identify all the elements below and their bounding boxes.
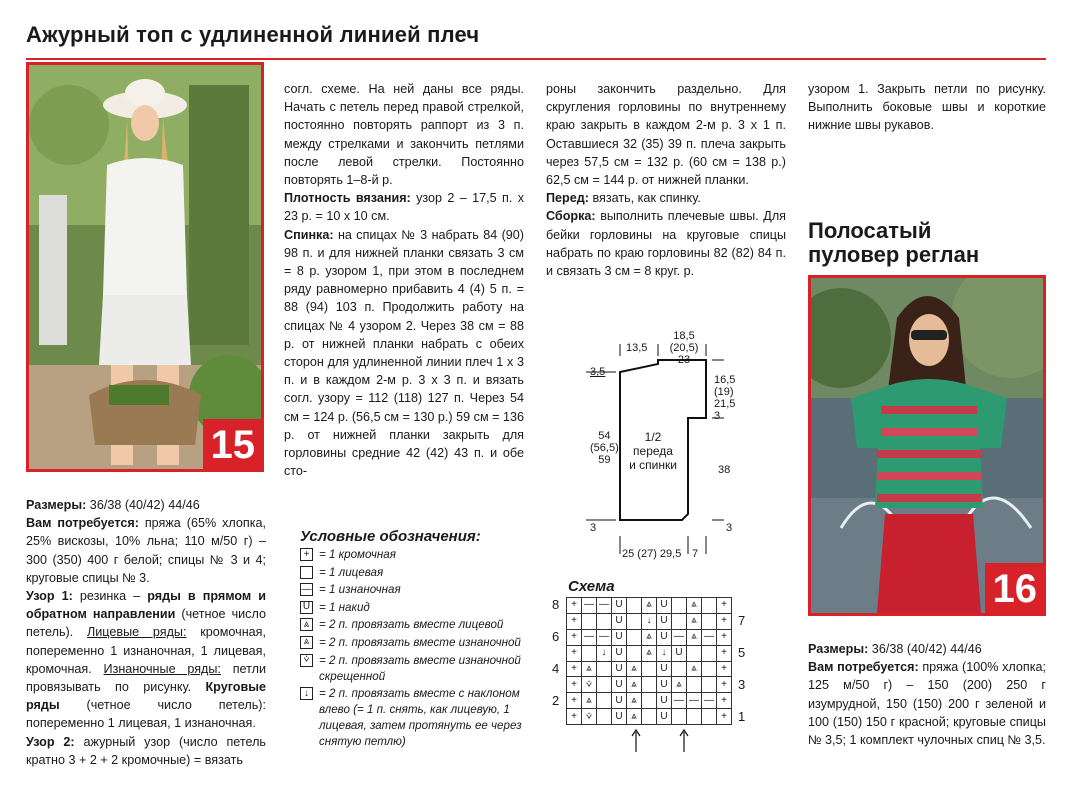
schema-cell: + bbox=[717, 693, 732, 709]
dim-left-b: (56,5) bbox=[590, 442, 619, 454]
schema-cell: + bbox=[717, 661, 732, 677]
schema-cell: U bbox=[612, 709, 627, 725]
dim-top-a: 13,5 bbox=[626, 342, 648, 354]
dim-left-c: 59 bbox=[598, 454, 611, 466]
schema-cell bbox=[627, 613, 642, 629]
schema-cell bbox=[687, 645, 702, 661]
schema-row bbox=[567, 645, 732, 661]
schema-row-number-left: 8 bbox=[552, 597, 560, 612]
schema-cell: ⩓ bbox=[687, 661, 702, 677]
schema-row-number-left bbox=[552, 645, 566, 661]
back-label: Спинка: bbox=[284, 227, 334, 242]
schema-cell bbox=[702, 613, 717, 629]
schema-cell bbox=[582, 645, 597, 661]
schema-right-rows bbox=[738, 597, 752, 725]
schema-cell: + bbox=[717, 645, 732, 661]
pattern2-text: ажурный узор (число петель кратно 3 + 2 + 2 кромочные) = вязать bbox=[26, 734, 266, 767]
col4-text: узором 1. Закрыть петли по рисунку. Выполнить боковые швы и короткие нижние швы рукавов. bbox=[808, 82, 1046, 133]
schema-cell: + bbox=[717, 598, 732, 614]
pattern1-text-h: Круговые ряды bbox=[26, 680, 266, 713]
legend-symbol-icon: U bbox=[300, 601, 313, 614]
schema-cell: U bbox=[672, 645, 687, 661]
schema-cell: U bbox=[657, 598, 672, 614]
schema-row bbox=[567, 598, 732, 614]
front-label: Перед: bbox=[546, 191, 589, 206]
schema-row bbox=[567, 613, 732, 629]
legend-text: = 2 п. провязать вместе лицевой bbox=[319, 618, 504, 632]
schema-cell bbox=[642, 677, 657, 693]
schema-row-number-right: 3 bbox=[738, 677, 746, 692]
assembly-text: выполнить плечевые швы. Для бейки горловины на круговые спицы набрать по краю горловины 82 (82) 84 п. и связать 3 см = 8 круг. р. bbox=[546, 209, 786, 279]
schema-cell: U bbox=[612, 629, 627, 645]
schema-cell: U bbox=[657, 613, 672, 629]
schema-cell bbox=[597, 709, 612, 725]
schema-cell: ⩓ bbox=[582, 661, 597, 677]
schema-cell: + bbox=[567, 677, 582, 693]
schema-cell: ⩓ bbox=[627, 661, 642, 677]
schema-row-number-left bbox=[552, 709, 566, 725]
pattern1-text-b: ряды в прямом и обратном направлении bbox=[26, 589, 266, 622]
schema-cell bbox=[642, 693, 657, 709]
pattern2-label: Узор 2: bbox=[26, 734, 75, 749]
legend-symbol-icon: ⩒ bbox=[300, 654, 313, 667]
schema-cell: — bbox=[687, 693, 702, 709]
schema-row-number-right bbox=[738, 693, 752, 709]
dim-bottom-3-left: 3 bbox=[590, 522, 597, 534]
page-title: Ажурный топ с удлиненной линией плеч bbox=[26, 22, 480, 47]
schema-cell bbox=[672, 613, 687, 629]
pattern1-text-g: петли провязывать по рисунку. bbox=[26, 661, 266, 695]
schema-row-number-left: 6 bbox=[552, 629, 560, 644]
schema-grid bbox=[566, 597, 732, 725]
legend-item bbox=[300, 582, 535, 598]
dim-center-c: и спинки bbox=[629, 458, 677, 472]
photo-badge-15: 15 bbox=[203, 419, 262, 469]
schema-cell bbox=[672, 709, 687, 725]
schema-cell: U bbox=[612, 661, 627, 677]
legend-title: Условные обозначения: bbox=[300, 528, 481, 545]
sizes-label: Размеры: bbox=[26, 498, 87, 512]
schema-row bbox=[567, 629, 732, 645]
dim-neck: 3,5 bbox=[590, 366, 606, 378]
schema-cell: ↓ bbox=[642, 613, 657, 629]
need2-label: Вам потребуется: bbox=[808, 660, 919, 675]
dim-bottom-b: 7 bbox=[692, 548, 699, 560]
schema-cell: — bbox=[672, 629, 687, 645]
column-3 bbox=[546, 80, 786, 280]
dim-top-b2: (20,5) bbox=[669, 342, 699, 354]
schema-cell: ⩓ bbox=[672, 677, 687, 693]
schema-cell: ⩓ bbox=[642, 629, 657, 645]
pattern1-text-a: резинка – bbox=[72, 589, 148, 604]
schema-row-number-left bbox=[552, 613, 566, 629]
density-text: узор 2 – 17,5 п. х 23 р. = 10 х 10 см. bbox=[284, 191, 524, 224]
schema-row bbox=[567, 709, 732, 725]
legend-items bbox=[300, 547, 535, 750]
pattern1-label: Узор 1: bbox=[26, 589, 73, 604]
schema-cell: ⩓ bbox=[642, 645, 657, 661]
dim-top-b3: 23 bbox=[677, 354, 691, 366]
section-title-2 bbox=[808, 219, 979, 267]
pattern1-text-i: (четное число петель): попеременно 1 лицевая, 1 изнаночная. bbox=[26, 698, 266, 731]
back-text: на спицах № 3 набрать 84 (90) 98 п. и для нижней планки связать 3 см = 8 р. узором 1, при этом в последнем ряду равномерно прибавить 4 (4) 5 п. = 88 (94) 103 п. Продолжить работу на спицах № 4 узором 2. Через 38 см = 88 р. от нижней планки набрать с обеих сторон для удлиненной линии плеч 1 х 3 п. и в каждом 2-м р. 3 х 3 п. и вязать согл. узору = 112 (118) 127 п. Через 54 см = 124 р. (56,5 см = 130 р.) 59 см = 136 р. от нижней планки закрыть для горловины средние 42 (42) 43 п. и обе сто- bbox=[284, 227, 524, 479]
dim-shoulder-c: 21,5 bbox=[714, 398, 736, 410]
schema-cell: — bbox=[672, 693, 687, 709]
legend-symbol-icon: ⩓ bbox=[300, 618, 313, 631]
schema-row-number-left: 2 bbox=[552, 693, 560, 708]
schema-cell bbox=[687, 709, 702, 725]
legend-item bbox=[300, 653, 535, 685]
dim-top-b bbox=[668, 330, 700, 366]
section-title-2-line1: Полосатый bbox=[808, 218, 932, 243]
schema-cell bbox=[702, 661, 717, 677]
schema-cell: U bbox=[612, 598, 627, 614]
schema-cell bbox=[702, 709, 717, 725]
col3-intro: роны закончить раздельно. Для скругления горловины по внутреннему краю закрыть в каждом 2-м р. 3 х 1 п. Оставшиеся 32 (35) 39 п. плеча закрыть через 57,5 см = 132 р. (60 см = 138 р.) 62,5 см = 144 р. от нижней планки. bbox=[546, 82, 786, 188]
schema-cell bbox=[642, 661, 657, 677]
schema-cell: ⩓ bbox=[627, 677, 642, 693]
schema-row-number-right bbox=[738, 661, 752, 677]
section-title-2-line2: пуловер реглан bbox=[808, 242, 980, 267]
legend-text: = 1 изнаночная bbox=[319, 583, 401, 597]
dim-top-b1: 18,5 bbox=[673, 330, 695, 342]
sizes-block-2 bbox=[808, 640, 1046, 749]
dim-right-38: 38 bbox=[718, 464, 731, 476]
schema-cell: ⩓ bbox=[687, 598, 702, 614]
need-label: Вам потребуется: bbox=[26, 516, 139, 531]
schema-cell: ⩓ bbox=[627, 709, 642, 725]
schema-cell bbox=[642, 709, 657, 725]
photo-illustration bbox=[29, 65, 261, 469]
schema-cell: — bbox=[597, 598, 612, 614]
pattern1-text-e: кромочная, попеременно 1 изнаночная, 1 лицевая, кромочная. bbox=[26, 625, 266, 676]
legend-text: = 2 п. провязать вместе изнаночной скрещенной bbox=[319, 653, 521, 683]
schema bbox=[552, 578, 762, 778]
schema-cell: — bbox=[702, 629, 717, 645]
schema-arrows bbox=[552, 728, 762, 756]
schema-cell bbox=[672, 661, 687, 677]
dim-center-a: 1/2 bbox=[644, 430, 662, 444]
schema-cell: U bbox=[657, 709, 672, 725]
assembly-label: Сборка: bbox=[546, 209, 596, 224]
dim-bottom-a: 25 (27) 29,5 bbox=[622, 548, 682, 560]
sizes2-label: Размеры: bbox=[808, 642, 869, 656]
schema-cell: U bbox=[657, 629, 672, 645]
schema-cell: U bbox=[612, 645, 627, 661]
schema-cell: ↓ bbox=[597, 645, 612, 661]
legend-item bbox=[300, 547, 535, 563]
dim-shoulder bbox=[714, 374, 735, 422]
legend-text: = 2 п. провязать вместе изнаночной bbox=[319, 635, 521, 649]
legend-symbol-icon: + bbox=[300, 548, 313, 561]
schema-cell bbox=[597, 613, 612, 629]
schema-row-number-left: 4 bbox=[552, 661, 560, 676]
schema-cell: U bbox=[612, 693, 627, 709]
column-4 bbox=[808, 80, 1046, 135]
schema-cell bbox=[702, 677, 717, 693]
schema-cell bbox=[627, 645, 642, 661]
legend-text: = 1 кромочная bbox=[319, 548, 396, 561]
legend-item bbox=[300, 617, 535, 633]
schema-row bbox=[567, 677, 732, 693]
schema-cell bbox=[702, 645, 717, 661]
schema-title: Схема bbox=[568, 578, 615, 595]
front-text: вязать, как спинку. bbox=[588, 191, 701, 206]
title-rule bbox=[26, 58, 1046, 60]
sizes-block bbox=[26, 496, 266, 769]
schema-cell: + bbox=[567, 598, 582, 614]
schema-cell bbox=[597, 661, 612, 677]
schema-cell bbox=[672, 598, 687, 614]
pattern1-text-d: Лицевые ряды: bbox=[87, 625, 187, 640]
schema-cell: + bbox=[567, 661, 582, 677]
need2-value: пряжа (100% хлопка; 125 м/50 г) – 150 (200) 250 г изумрудной, 150 (150) 200 г зеленой и 100 (150) 150 г красной; круговые спицы № 3,5; 1 комплект чулочных спиц № 3,5. bbox=[808, 660, 1047, 748]
schema-cell bbox=[687, 677, 702, 693]
schema-cell: ⩒ bbox=[582, 709, 597, 725]
schema-row bbox=[567, 693, 732, 709]
dim-shoulder-b: (19) bbox=[714, 386, 734, 398]
dim-center bbox=[628, 430, 678, 472]
legend-symbol-icon: ↓ bbox=[300, 687, 313, 700]
schema-cell: — bbox=[582, 598, 597, 614]
garment-diagram bbox=[580, 326, 750, 564]
schema-cell bbox=[627, 598, 642, 614]
legend-text: = 1 накид bbox=[319, 600, 370, 614]
schema-cell bbox=[582, 613, 597, 629]
legend-symbol-icon bbox=[300, 566, 313, 579]
col2-intro: согл. схеме. На ней даны все ряды. Начать с петель перед правой стрелкой, постоянно повторять раппорт из 3 п. между стрелками и закончить петлями после левой стрелки. Постоянно повторять 1–8-й р. bbox=[284, 82, 524, 188]
schema-cell bbox=[597, 693, 612, 709]
legend-symbol-icon: — bbox=[301, 583, 312, 595]
schema-cell: ⩓ bbox=[687, 613, 702, 629]
schema-cell: + bbox=[567, 645, 582, 661]
schema-cell: ⩓ bbox=[582, 693, 597, 709]
dim-shoulder-a: 16,5 bbox=[714, 374, 736, 386]
schema-cell: + bbox=[567, 629, 582, 645]
schema-cell: + bbox=[717, 677, 732, 693]
legend-text: = 2 п. провязать вместе с наклоном влево (= 1 п. снять, как лицевую, 1 лицевая, затем протянуть ее через снятую петлю) bbox=[319, 687, 522, 749]
schema-row-number-right: 5 bbox=[738, 645, 746, 660]
column-2 bbox=[284, 80, 524, 480]
schema-cell: ↓ bbox=[657, 645, 672, 661]
legend-item bbox=[300, 686, 535, 750]
pattern1-text-f: Изнаночные ряды: bbox=[103, 661, 221, 676]
schema-cell: ⩓ bbox=[627, 693, 642, 709]
photo-top-15 bbox=[26, 62, 264, 472]
sizes-value: 36/38 (40/42) 44/46 bbox=[86, 498, 200, 512]
need-value: пряжа (65% хлопка, 25% вискозы, 10% льна; 110 м/50 г) – 300 (350) 400 г белой; спицы № 3 и 4; круговые спицы № 3. bbox=[26, 516, 267, 585]
dim-left bbox=[590, 430, 619, 466]
dim-left-a: 54 bbox=[598, 430, 611, 442]
legend-item bbox=[300, 635, 535, 651]
schema-row bbox=[567, 661, 732, 677]
schema-cell: U bbox=[657, 693, 672, 709]
pattern1-text-c: (четное число петель). bbox=[26, 607, 266, 640]
legend-text: = 1 лицевая bbox=[319, 565, 384, 579]
schema-cell: + bbox=[717, 709, 732, 725]
schema-row-number-left bbox=[552, 677, 566, 693]
schema-cell: + bbox=[717, 613, 732, 629]
photo-pullover-16 bbox=[808, 275, 1046, 616]
legend-item bbox=[300, 600, 535, 616]
dim-shoulder-3: 3 bbox=[714, 410, 721, 422]
schema-cell: — bbox=[597, 629, 612, 645]
schema-cell bbox=[597, 677, 612, 693]
legend bbox=[300, 528, 535, 752]
schema-cell: + bbox=[717, 629, 732, 645]
density-label: Плотность вязания: bbox=[284, 191, 411, 206]
schema-cell: U bbox=[612, 613, 627, 629]
schema-cell bbox=[627, 629, 642, 645]
schema-cell: U bbox=[657, 661, 672, 677]
dim-center-b: переда bbox=[633, 444, 673, 458]
schema-cell: + bbox=[567, 709, 582, 725]
schema-cell bbox=[702, 598, 717, 614]
schema-row-number-right: 7 bbox=[738, 613, 746, 628]
schema-cell: ⩓ bbox=[642, 598, 657, 614]
sizes2-value: 36/38 (40/42) 44/46 bbox=[868, 642, 982, 656]
schema-cell: + bbox=[567, 613, 582, 629]
schema-cell: ⩒ bbox=[582, 677, 597, 693]
schema-cell: U bbox=[612, 677, 627, 693]
schema-cell: + bbox=[567, 693, 582, 709]
schema-cell: — bbox=[702, 693, 717, 709]
schema-row-number-right bbox=[738, 597, 752, 613]
schema-left-rows bbox=[552, 597, 566, 725]
schema-cell: — bbox=[582, 629, 597, 645]
photo-badge-16: 16 bbox=[985, 563, 1044, 613]
schema-cell: U bbox=[657, 677, 672, 693]
dim-bottom-3-right: 3 bbox=[726, 522, 733, 534]
schema-row-number-right: 1 bbox=[738, 709, 746, 724]
schema-cell: ⩓ bbox=[687, 629, 702, 645]
schema-row-number-right bbox=[738, 629, 752, 645]
legend-symbol-icon: ⩓ bbox=[300, 636, 313, 649]
legend-item bbox=[300, 565, 535, 581]
